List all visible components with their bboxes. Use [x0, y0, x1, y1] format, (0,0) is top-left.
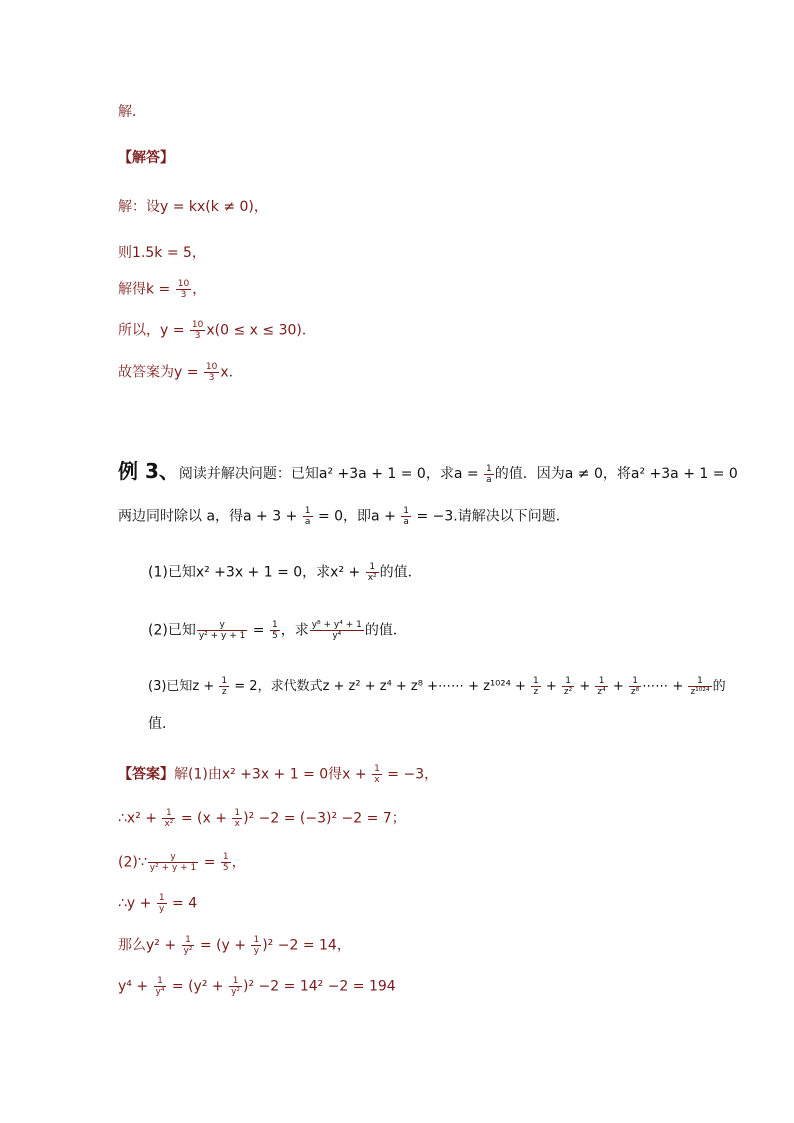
answer-text: = (y² + — [167, 978, 229, 995]
problem-text: 的值．因为a ≠ 0，将a² +3a + 1 = 0 — [494, 466, 738, 482]
fraction-numerator: y⁸ + y⁴ + 1 — [311, 620, 362, 630]
answer-line — [118, 852, 246, 873]
fraction-numerator: 1 — [366, 562, 379, 573]
fraction-numerator: 1 — [562, 676, 574, 687]
question-3-cont — [148, 714, 176, 734]
fraction — [204, 362, 219, 383]
plus-sign: + — [575, 679, 595, 694]
formula-text: ， — [192, 281, 207, 298]
fraction — [270, 620, 280, 641]
problem-text: = −3.请解决以下问题． — [412, 508, 570, 525]
answer-text: 那么y² + — [118, 937, 181, 954]
fraction-denominator: z² — [563, 687, 573, 697]
fraction — [310, 620, 364, 641]
fraction — [531, 676, 541, 697]
question-text: (3)已知z + — [148, 679, 219, 694]
problem-text: 两边同时除以 a，得a + 3 + — [118, 508, 302, 525]
fraction-denominator: z¹⁰²⁴ — [690, 687, 710, 697]
formula-text: x(0 ≤ x ≤ 30)． — [206, 322, 316, 339]
fraction-denominator: a — [304, 517, 311, 527]
formula-text: 故答案为y = — [118, 364, 203, 381]
answer-text: (2)∵ — [118, 854, 147, 871]
fraction-numerator: 10 — [191, 320, 204, 330]
fraction-numerator: 1 — [253, 935, 260, 945]
answer-text: = (x + — [176, 810, 232, 827]
answer-text: = 4 — [167, 895, 198, 912]
fraction-numerator: 1 — [221, 676, 228, 686]
fraction — [401, 506, 411, 527]
fraction-numerator: 1 — [182, 935, 195, 946]
fraction-denominator: x — [374, 775, 380, 785]
question-text: 值． — [148, 716, 176, 732]
problem-text: 阅读并解决问题：已知a² +3a + 1 = 0，求a = — [178, 466, 484, 482]
answer-text: y⁴ + — [118, 978, 153, 995]
fraction — [232, 808, 242, 829]
fraction — [688, 676, 711, 697]
fraction — [148, 852, 199, 873]
fraction — [562, 676, 574, 697]
fraction-denominator: z⁸ — [630, 687, 640, 697]
formula-text: 解得k = — [118, 281, 175, 298]
question-1 — [148, 562, 422, 583]
answer-text: ∴y + — [118, 895, 156, 912]
answer-line — [118, 764, 438, 785]
fraction-numerator: 1 — [229, 976, 242, 987]
fraction — [197, 620, 248, 641]
section-header — [118, 148, 174, 168]
fraction — [366, 562, 379, 583]
fraction-denominator: y — [253, 946, 260, 956]
fraction-denominator: x² — [164, 819, 174, 829]
fraction — [162, 808, 175, 829]
fraction-numerator: 1 — [688, 676, 711, 687]
fraction-denominator: y² — [231, 987, 241, 997]
fraction-numerator: 1 — [272, 620, 278, 630]
question-text: (1)已知x² +3x + 1 = 0，求x² + — [148, 564, 365, 581]
question-text: ⋯⋯ + — [642, 679, 688, 694]
fraction-denominator: z — [221, 687, 227, 697]
answer-text: )² −2 = 14， — [262, 937, 351, 954]
question-2 — [148, 620, 407, 641]
answer-text: = — [199, 854, 220, 871]
formula-text: 则1.5k = 5， — [118, 245, 206, 261]
question-text: 的值． — [379, 564, 422, 581]
formula-line — [118, 243, 206, 263]
fraction-numerator: 1 — [374, 764, 380, 774]
formula-line — [118, 362, 243, 383]
fraction — [229, 976, 242, 997]
fraction-denominator: 5 — [272, 631, 278, 641]
fraction-denominator: z — [533, 687, 539, 697]
fraction-denominator: y² — [183, 946, 193, 956]
problem-text: = 0，即a + — [313, 508, 401, 525]
fraction-numerator: y — [148, 852, 199, 863]
fraction-numerator: 1 — [222, 852, 229, 862]
answer-line — [118, 976, 396, 997]
formula-line — [118, 320, 316, 341]
fraction-numerator: 1 — [403, 506, 409, 516]
fraction-denominator: a — [486, 474, 492, 485]
answer-text: ∴x² + — [118, 810, 162, 827]
text-line — [118, 102, 146, 122]
fraction-denominator: x² — [367, 573, 377, 583]
answer-text: 解(1)由x² +3x + 1 = 0得x + — [174, 766, 372, 783]
formula-text: 所以，y = — [118, 322, 189, 339]
plus-sign: + — [541, 679, 561, 694]
question-text: ，求 — [280, 622, 309, 639]
fraction — [629, 676, 641, 697]
fraction-numerator: 1 — [154, 976, 167, 987]
fraction-denominator: 3 — [194, 331, 201, 341]
fraction — [251, 935, 261, 956]
fraction-numerator: 1 — [234, 808, 241, 818]
question-text: 的 — [712, 679, 726, 694]
fraction — [157, 893, 167, 914]
example-line — [118, 506, 570, 527]
question-text: = — [248, 622, 269, 639]
fraction — [190, 320, 205, 341]
solution-header: 【解答】 — [118, 150, 174, 166]
fraction-denominator: y⁴ — [332, 631, 342, 641]
formula-line — [118, 279, 206, 300]
plus-sign: + — [608, 679, 628, 694]
fraction-numerator: 1 — [486, 463, 492, 474]
answer-text: = (y + — [195, 937, 251, 954]
fraction-denominator: a — [403, 517, 409, 527]
answer-text: )² −2 = 14² −2 = 194 — [243, 978, 396, 995]
fraction — [303, 506, 313, 527]
formula-text: 解：设y = kx(k ≠ 0)， — [118, 199, 268, 215]
answer-text: ， — [231, 854, 246, 871]
fraction — [182, 935, 195, 956]
fraction-denominator: 3 — [208, 373, 215, 383]
fraction-numerator: 10 — [205, 362, 218, 372]
fraction — [221, 852, 231, 873]
question-3 — [148, 676, 726, 697]
question-text: 的值． — [364, 622, 407, 639]
fraction-denominator: 3 — [180, 290, 187, 300]
fraction-numerator: 1 — [158, 893, 165, 903]
question-text: = 2，求代数式z + z² + z⁴ + z⁸ +⋯⋯ + z¹⁰²⁴ + — [230, 679, 530, 694]
answer-line — [118, 893, 197, 914]
fraction-denominator: y — [159, 904, 165, 914]
fraction-numerator: y — [197, 620, 248, 631]
fraction — [484, 464, 494, 485]
fraction — [154, 976, 167, 997]
fraction-denominator: y² + y + 1 — [149, 863, 197, 873]
fraction-numerator: 1 — [595, 676, 607, 687]
fraction-numerator: 1 — [162, 808, 175, 819]
fraction — [176, 279, 191, 300]
fraction-numerator: 1 — [629, 676, 641, 687]
formula-text: x． — [220, 364, 243, 381]
answer-line — [118, 935, 351, 956]
fraction-denominator: y⁴ — [155, 987, 165, 997]
example-line — [118, 461, 738, 485]
fraction-numerator: 1 — [304, 506, 311, 516]
answer-line — [118, 808, 406, 829]
formula-line — [118, 197, 268, 217]
fraction-numerator: 10 — [177, 279, 190, 289]
solution-text: 解． — [118, 104, 146, 120]
answer-header: 【答案】 — [118, 766, 174, 783]
fraction — [219, 676, 229, 697]
fraction-denominator: 5 — [222, 863, 229, 873]
fraction-denominator: z⁴ — [597, 687, 606, 697]
fraction — [595, 676, 607, 697]
example-label: 例 3、 — [118, 459, 179, 483]
fraction — [372, 764, 382, 785]
fraction-denominator: y² + y + 1 — [198, 631, 246, 641]
question-text: (2)已知 — [148, 622, 196, 639]
answer-text: = −3， — [382, 766, 439, 783]
answer-text: )² −2 = (−3)² −2 = 7； — [243, 810, 406, 827]
fraction-denominator: x — [234, 819, 240, 829]
fraction-numerator: 1 — [532, 676, 539, 686]
